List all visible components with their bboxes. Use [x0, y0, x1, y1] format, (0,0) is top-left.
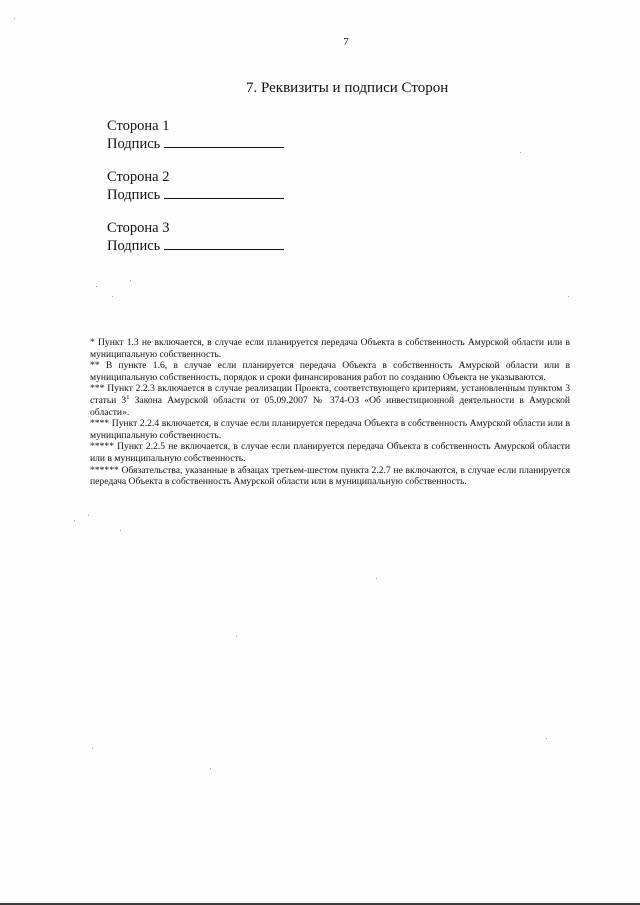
- signature-line: [164, 186, 284, 199]
- footnote-3-superscript: 1: [126, 393, 130, 401]
- scan-speck: [14, 18, 15, 19]
- party-3-block: [107, 219, 284, 255]
- page-number: 7: [343, 36, 349, 48]
- scan-speck: [520, 152, 521, 153]
- signature-line: [164, 237, 284, 250]
- footnote-3-text-end: Закона Амурской области от 05.09.2007 № 374-ОЗ «Об инвестиционной деятельности в Амурской области».: [90, 394, 571, 418]
- scan-speck: [92, 748, 93, 749]
- footnote-3: [90, 383, 570, 418]
- footnote-5: ***** Пункт 2.2.5 не включается, в случае если планируется передача Объекта в собственность Амурской области или в муниципальную собственность.: [90, 441, 570, 464]
- scan-speck: [112, 296, 113, 297]
- party-2-name: Сторона 2: [107, 169, 170, 185]
- party-1-name: Сторона 1: [107, 118, 170, 134]
- scan-speck: [120, 530, 121, 531]
- scan-speck: [88, 515, 89, 516]
- section-title: 7. Реквизиты и подписи Сторон: [246, 80, 449, 96]
- scan-speck: [130, 280, 131, 281]
- scan-speck: [546, 738, 547, 739]
- scan-speck: [376, 578, 377, 579]
- footnote-4: **** Пункт 2.2.4 включается, в случае если планируется передача Объекта в собственность Амурской области или в муниципальную собственность.: [90, 418, 570, 441]
- footnote-6: ****** Обязательства, указанные в абзацах третьем-шестом пункта 2.2.7 не включаются, в случае если планируется передача Объекта в собственность Амурской области или в муниципальную собственность.: [90, 464, 570, 488]
- signature-line: [164, 135, 284, 148]
- party-1-signature: [107, 135, 284, 153]
- scan-speck: [74, 520, 75, 521]
- signature-label: Подпись: [107, 136, 161, 152]
- footnote-1: * Пункт 1.3 не включается, в случае если планируется передача Объекта в собственность Амурской области или в муниципальную собственность.: [90, 337, 570, 360]
- scan-speck: [210, 768, 211, 769]
- signature-label: Подпись: [107, 187, 161, 203]
- footnotes: [90, 337, 570, 488]
- party-3-name: Сторона 3: [107, 220, 170, 236]
- party-3-signature: [107, 237, 284, 255]
- footnote-3-text-start: *** Пункт 2.2.3 включается в случае реализации Проекта, соответствующего критериям, установленным пунктом 3 статьи 3: [90, 383, 570, 406]
- scan-speck: [568, 296, 569, 297]
- signature-label: Подпись: [107, 238, 161, 254]
- scan-speck: [236, 636, 237, 637]
- party-2-block: [107, 168, 284, 204]
- footnote-2: ** В пункте 1.6, в случае если планируется передача Объекта в собственность Амурской области или в муниципальную собственность, порядок и сроки финансирования работ по созданию Объекта не указываются.: [90, 360, 570, 383]
- scan-speck: [96, 286, 97, 287]
- party-1-block: [107, 117, 284, 153]
- party-2-signature: [107, 186, 284, 204]
